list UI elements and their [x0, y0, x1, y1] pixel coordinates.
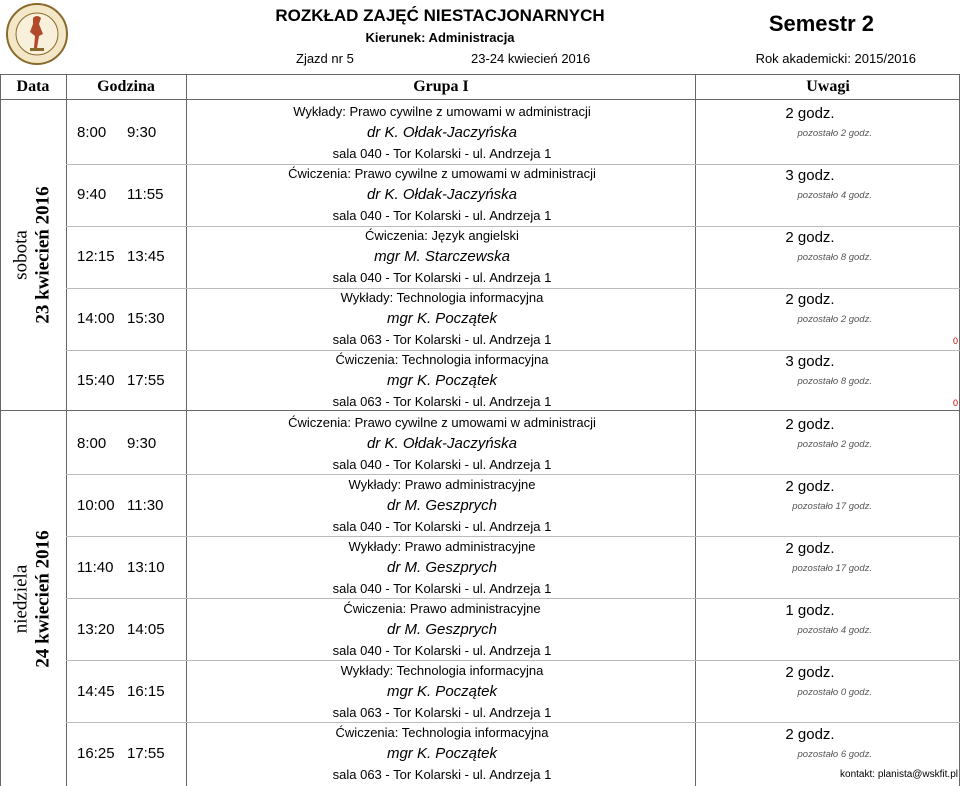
flag-marker: 0: [952, 398, 958, 408]
slot-end-time: 16:15: [127, 683, 165, 700]
hours-count: 2 godz.: [785, 105, 835, 122]
hours-count: 2 godz.: [785, 726, 835, 743]
course-name: Wykłady: Prawo administracyjne: [348, 477, 536, 492]
day-cell-sunday: [0, 411, 66, 786]
hours-remaining: pozostało 2 godz.: [797, 128, 872, 139]
hours-count: 3 godz.: [785, 353, 835, 370]
slot-start-time: 10:00: [77, 497, 115, 514]
field-of-study: Kierunek: Administracja: [365, 30, 515, 45]
slot-start-time: 12:15: [77, 248, 115, 265]
teacher-name: dr K. Ołdak-Jaczyńska: [366, 186, 518, 203]
slot-end-time: 17:55: [127, 372, 165, 389]
room-location: sala 063 - Tor Kolarski - ul. Andrzeja 1: [332, 394, 552, 409]
slot-end-time: 13:45: [127, 248, 165, 265]
academic-year: Rok akademicki: 2015/2016: [755, 51, 916, 66]
room-location: sala 040 - Tor Kolarski - ul. Andrzeja 1: [332, 208, 552, 223]
room-location: sala 063 - Tor Kolarski - ul. Andrzeja 1: [332, 332, 552, 347]
room-location: sala 040 - Tor Kolarski - ul. Andrzeja 1: [332, 581, 552, 596]
slot-start-time: 15:40: [77, 372, 115, 389]
hours-remaining: pozostało 2 godz.: [797, 439, 872, 450]
slot-start-time: 13:20: [77, 621, 115, 638]
slot-end-time: 9:30: [127, 124, 157, 141]
teacher-name: mgr K. Początek: [386, 310, 498, 327]
day-date-label: 23 kwiecień 2016: [33, 186, 54, 324]
slot-end-time: 17:55: [127, 745, 165, 762]
room-location: sala 040 - Tor Kolarski - ul. Andrzeja 1: [332, 270, 552, 285]
contact-info: kontakt: planista@wskfit.pl: [840, 769, 958, 780]
room-location: sala 040 - Tor Kolarski - ul. Andrzeja 1: [332, 519, 552, 534]
course-name: Wykłady: Prawo administracyjne: [348, 539, 536, 554]
slot-end-time: 15:30: [127, 310, 165, 327]
room-location: sala 063 - Tor Kolarski - ul. Andrzeja 1: [332, 767, 552, 782]
hours-remaining: pozostało 4 godz.: [797, 625, 872, 636]
teacher-name: dr M. Geszprych: [386, 621, 498, 638]
column-header-uwagi: Uwagi: [806, 78, 850, 95]
course-name: Wykłady: Prawo cywilne z umowami w administracji: [293, 104, 591, 119]
column-header-grupa: Grupa I: [413, 78, 469, 95]
schedule-title: ROZKŁAD ZAJĘĆ NIESTACJONARNYCH: [275, 6, 605, 25]
hours-count: 2 godz.: [785, 478, 835, 495]
room-location: sala 063 - Tor Kolarski - ul. Andrzeja 1: [332, 705, 552, 720]
page-header: [0, 0, 960, 74]
hours-remaining: pozostało 6 godz.: [797, 749, 872, 760]
session-dates: 23-24 kwiecień 2016: [471, 51, 591, 66]
teacher-name: mgr K. Początek: [386, 372, 498, 389]
hours-count: 2 godz.: [785, 416, 835, 433]
day-date-label: 24 kwiecień 2016: [33, 529, 54, 668]
hours-remaining: pozostało 17 godz.: [792, 563, 872, 574]
hours-remaining: pozostało 8 godz.: [797, 376, 872, 387]
course-name: Wykłady: Technologia informacyjna: [340, 663, 544, 678]
hours-remaining: pozostało 8 godz.: [797, 252, 872, 263]
slot-start-time: 9:40: [77, 186, 107, 203]
room-location: sala 040 - Tor Kolarski - ul. Andrzeja 1: [332, 457, 552, 472]
hours-remaining: pozostało 2 godz.: [797, 314, 872, 325]
hours-count: 2 godz.: [785, 664, 835, 681]
teacher-name: dr M. Geszprych: [386, 497, 498, 514]
flag-marker: 0: [952, 336, 958, 346]
course-name: Wykłady: Technologia informacyjna: [340, 290, 544, 305]
slot-start-time: 8:00: [77, 435, 107, 452]
hours-remaining: pozostało 4 godz.: [797, 190, 872, 201]
teacher-name: dr K. Ołdak-Jaczyńska: [366, 435, 518, 452]
course-name: Ćwiczenia: Technologia informacyjna: [335, 725, 549, 740]
weekday-label: sobota: [11, 230, 32, 280]
course-name: Ćwiczenia: Prawo cywilne z umowami w administracji: [288, 166, 596, 181]
course-name: Ćwiczenia: Prawo administracyjne: [343, 601, 541, 616]
slot-start-time: 16:25: [77, 745, 115, 762]
semester-label: Semestr 2: [768, 11, 874, 36]
hours-count: 2 godz.: [785, 291, 835, 308]
slot-start-time: 14:00: [77, 310, 115, 327]
teacher-name: mgr M. Starczewska: [374, 248, 510, 265]
column-header-data: Data: [16, 78, 50, 95]
teacher-name: mgr K. Początek: [386, 745, 498, 762]
room-location: sala 040 - Tor Kolarski - ul. Andrzeja 1: [332, 643, 552, 658]
session-number: Zjazd nr 5: [296, 51, 354, 66]
slot-end-time: 9:30: [127, 435, 157, 452]
teacher-name: dr M. Geszprych: [386, 559, 498, 576]
hours-count: 2 godz.: [785, 540, 835, 557]
column-header-godzina: Godzina: [97, 78, 155, 95]
slot-start-time: 11:40: [77, 559, 114, 576]
slot-start-time: 14:45: [77, 683, 115, 700]
hours-remaining: pozostało 17 godz.: [792, 501, 872, 512]
day-cell-saturday: [0, 100, 66, 410]
teacher-name: mgr K. Początek: [386, 683, 498, 700]
slot-end-time: 11:55: [127, 186, 164, 203]
teacher-name: dr K. Ołdak-Jaczyńska: [366, 124, 518, 141]
course-name: Ćwiczenia: Technologia informacyjna: [335, 352, 549, 367]
slot-end-time: 11:30: [127, 497, 164, 514]
slot-start-time: 8:00: [77, 124, 107, 141]
slot-end-time: 13:10: [127, 559, 165, 576]
course-name: Ćwiczenia: Język angielski: [365, 228, 519, 243]
slot-end-time: 14:05: [127, 621, 165, 638]
course-name: Ćwiczenia: Prawo cywilne z umowami w administracji: [288, 415, 596, 430]
hours-count: 2 godz.: [785, 229, 835, 246]
weekday-label: niedziela: [11, 564, 32, 633]
room-location: sala 040 - Tor Kolarski - ul. Andrzeja 1: [332, 146, 552, 161]
hours-count: 1 godz.: [785, 602, 835, 619]
hours-remaining: pozostało 0 godz.: [797, 687, 872, 698]
hours-count: 3 godz.: [785, 167, 835, 184]
university-seal-logo: [5, 2, 69, 66]
